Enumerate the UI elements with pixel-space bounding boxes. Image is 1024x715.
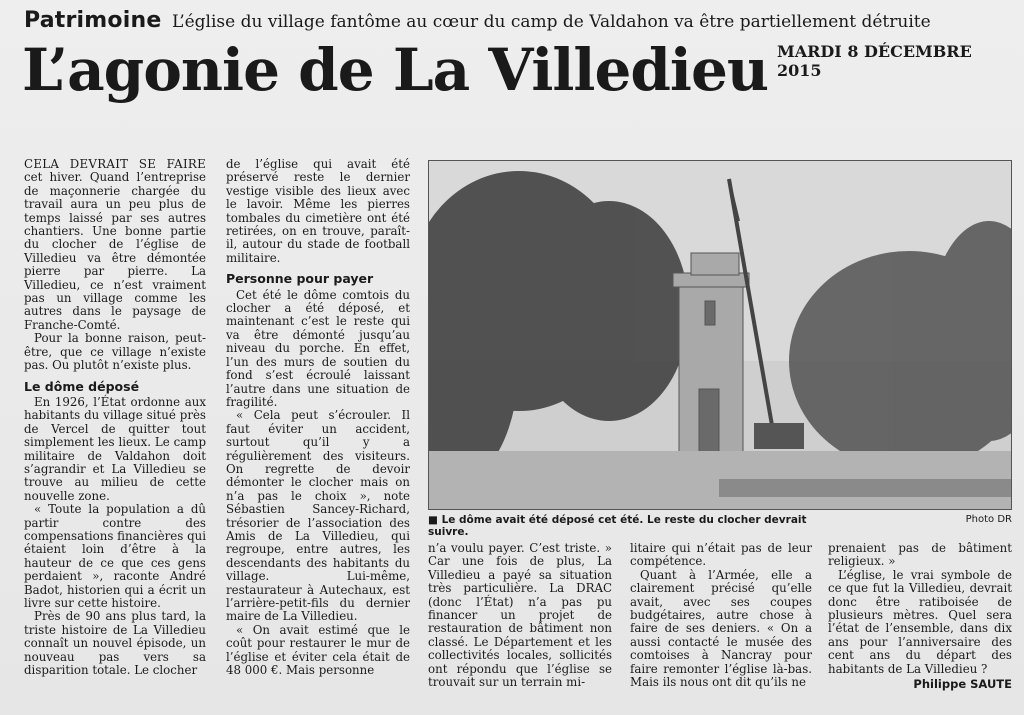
paragraph: Quant à l’Armée, elle a clairement précisé qu’elle avait, avec ses coupes budgétaires, autre chose à faire de ses deniers. « On a aussi contacté le musée des comtoises à Nancray pour faire remonter l’église là-bas. Mais ils nous ont dit qu’ils ne bbox=[630, 567, 812, 690]
text-column-5 bbox=[828, 542, 1012, 691]
paragraph: Pour la bonne raison, peut-être, que ce village n’existe pas. Ou plutôt n’existe plus. bbox=[24, 331, 206, 373]
paragraph-text: cet hiver. Quand l’entreprise de maçonnerie chargée du travail aura un peu plus de temps laissé par ses autres chantiers. Une bonne partie du clocher de l’église de Villedieu va être démontée pierre par pierre. La Villedieu, ce n’est vraiment pas un village comme les autres dans le paysage de Franche-Comté. bbox=[24, 170, 206, 332]
paragraph: de l’église qui avait été préservé reste le dernier vestige visible des lieux avec le lavoir. Même les pierres tombales du cimetière ont été retirées, on en trouve, paraît-il, autour du stade de football militaire. bbox=[226, 157, 410, 265]
paragraph: prenaient pas de bâtiment religieux. » bbox=[828, 541, 1012, 569]
text-column-3 bbox=[428, 542, 612, 689]
paragraph: Cet été le dôme comtois du clocher a été déposé, et maintenant c’est le reste qui va être démonté jusqu’au niveau du porche. En effet, l’un des murs de soutien du fond s’est écroulé laissant l’autre dans une situation de fragilité. bbox=[226, 287, 410, 409]
paragraph: n’a voulu payer. C’est triste. » Car une fois de plus, La Villedieu a payé sa situation très particulière. La DRAC (donc l’État) n’a pas pu financer un projet de restauration de bâtiment non classé. Le Département et les collectivités locales, sollicités ont répondu que l’église se trouvait sur un terrain mi- bbox=[428, 541, 612, 690]
author-signature: Philippe SAUTE bbox=[913, 677, 1012, 692]
text-column-1 bbox=[24, 158, 206, 677]
kicker-line: L’église du village fantôme au cœur du camp de Valdahon va être partiellement détruite bbox=[172, 12, 931, 32]
article-header bbox=[22, 6, 1012, 118]
church-photo bbox=[428, 160, 1012, 510]
text-column-4 bbox=[630, 542, 812, 689]
paragraph bbox=[24, 158, 206, 332]
paragraph: Près de 90 ans plus tard, la triste histoire de La Villedieu connaît un nouvel épisode, un nouveau pas vers sa disparition totale. Le clocher bbox=[24, 609, 206, 678]
lead-in: CELA DEVRAIT SE FAIRE bbox=[24, 157, 206, 171]
section-rubric: Patrimoine bbox=[24, 8, 162, 33]
photo-caption: ■ Le dôme avait été déposé cet été. Le reste du clocher devrait suivre. bbox=[428, 514, 807, 538]
subheading: Personne pour payer bbox=[226, 271, 374, 287]
church-illustration bbox=[429, 161, 1011, 509]
photo-credit: Photo DR bbox=[965, 514, 1012, 525]
paragraph: « Toute la population a dû partir contre des compensations financières qui étaient loin d’être à la hauteur de ce que ces gens perdaient », raconte André Badot, historien qui a écrit un livre sur cette histoire. bbox=[24, 502, 206, 610]
text-column-2 bbox=[226, 158, 410, 677]
paragraph: « On avait estimé que le coût pour restaurer le mur de l’église et éviter cela était de 48 000 €. Mais personne bbox=[226, 622, 410, 678]
publication-date: MARDI 8 DÉCEMBRE 2015 bbox=[777, 42, 972, 80]
paragraph: « Cela peut s’écrouler. Il faut éviter un accident, surtout qu’il y a régulièrement des visiteurs. On regrette de devoir démonter le clocher mais on n’a pas le choix », note Sébastien Sancey-Richard, trésorier de l’association des Amis de La Villedieu, qui regroupe, entre autres, les descendants des habitants du village. Lui-même, restaurateur à Autechaux, est l’arrière-petit-fils du dernier maire de La Villedieu. bbox=[226, 408, 410, 624]
headline: L’agonie de La Villedieu bbox=[22, 36, 769, 104]
subheading: Le dôme déposé bbox=[24, 378, 140, 394]
paragraph: litaire qui n’était pas de leur compétence. bbox=[630, 541, 812, 569]
paragraph: L’église, le vrai symbole de ce que fut la Villedieu, devrait donc être ratiboisée de plusieurs mètres. Quel sera l’état de l’ensemble, dans dix ans pour l’anniversaire des cent ans du départ des habitants de La Villedieu ? bbox=[828, 567, 1012, 676]
paragraph: En 1926, l’État ordonne aux habitants du village situé près de Vercel de quitter tout simplement les lieux. Le camp militaire de Valdahon doit s’agrandir et La Villedieu se trouve au milieu de cette nouvelle zone. bbox=[24, 394, 206, 503]
